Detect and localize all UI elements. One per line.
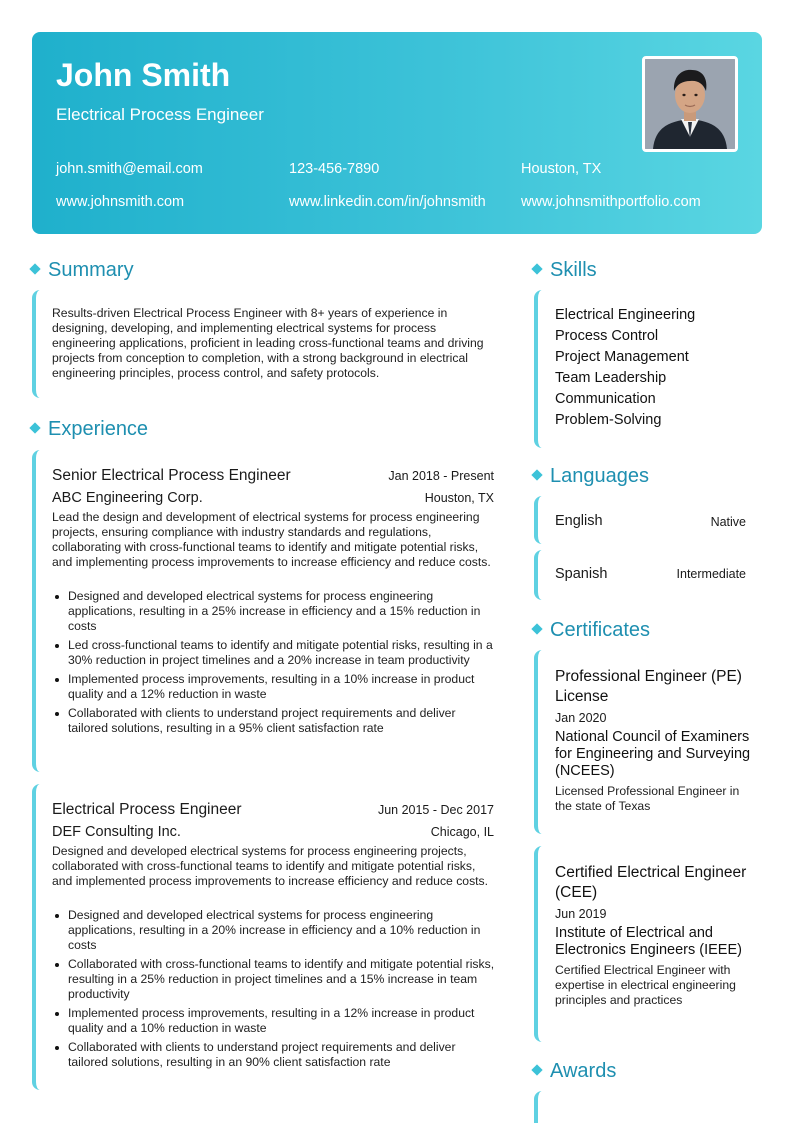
certificate-date: Jun 2019: [555, 907, 607, 921]
job-dates: Jan 2018 - Present: [388, 469, 494, 483]
job-location: Chicago, IL: [430, 825, 494, 839]
job-achievements: [52, 589, 496, 740]
achievement-item: Collaborated with clients to understand project requirements and deliver tailored solutions, resulting in a 95% client satisfaction rate: [52, 706, 496, 736]
achievement-item: Designed and developed electrical systems for process engineering applications, resulting in a 20% increase in efficiency and a 10% reduction in costs: [52, 908, 496, 953]
achievement-item: Collaborated with cross-functional teams to identify and mitigate potential risks, resulting in a 25% reduction in project timelines and a 15% increase in team productivity: [52, 957, 496, 1002]
certificate-name: Professional Engineer (PE) License: [555, 668, 742, 705]
certificate-issuer: National Council of Examiners for Engineering and Surveying (NCEES): [555, 729, 751, 779]
language-level: Native: [710, 515, 746, 529]
certificate-issuer: Institute of Electrical and Electronics Engineers (IEEE): [555, 925, 742, 958]
website-link[interactable]: www.johnsmith.com: [56, 194, 185, 210]
language-level: Intermediate: [676, 567, 746, 581]
skills-heading: Skills: [533, 258, 597, 282]
job-location: Houston, TX: [424, 491, 494, 505]
job-description: Lead the design and development of electrical systems for process engineering projects, ensuring compliance with industry standards and regulations, collaborating with cross-functional teams to identify and mitigate potential risks, and implementing process improvements to increase efficiency and reduce costs.: [52, 510, 491, 569]
skill-item: Electrical Engineering: [555, 307, 696, 323]
summary-heading: Summary: [31, 258, 134, 282]
diamond-icon: [29, 422, 40, 433]
profile-photo: [642, 56, 738, 152]
awards-heading: Awards: [533, 1059, 616, 1083]
candidate-name: John Smith: [56, 57, 231, 93]
resume-header: [32, 32, 762, 234]
candidate-title: Electrical Process Engineer: [56, 105, 264, 124]
linkedin-link[interactable]: www.linkedin.com/in/johnsmith: [289, 194, 486, 210]
email-link[interactable]: john.smith@email.com: [56, 161, 203, 177]
job-achievements: [52, 908, 496, 1074]
skills-list: [555, 305, 695, 431]
skill-item: Process Control: [555, 328, 659, 344]
diamond-icon: [531, 623, 542, 634]
location: Houston, TX: [521, 161, 602, 177]
job-title: Electrical Process Engineer: [52, 801, 242, 818]
experience-heading: Experience: [31, 417, 148, 441]
skill-item: Project Management: [555, 349, 689, 365]
skill-item: Team Leadership: [555, 370, 667, 386]
certificates-heading: Certificates: [533, 618, 650, 642]
job-title: Senior Electrical Process Engineer: [52, 467, 291, 484]
achievement-item: Implemented process improvements, resulting in a 12% increase in product quality and a 10% reduction in waste: [52, 1006, 496, 1036]
skill-item: Problem-Solving: [555, 412, 662, 428]
job-dates: Jun 2015 - Dec 2017: [377, 803, 494, 817]
certificate-description: Licensed Professional Engineer in the state of Texas: [555, 784, 740, 813]
certificate-name: Certified Electrical Engineer (CEE): [555, 864, 747, 901]
certificate-description: Certified Electrical Engineer with expertise in electrical engineering principles and practices: [555, 963, 736, 1007]
language-name: English: [555, 513, 603, 529]
awards-block: [534, 1091, 762, 1123]
certificate-date: Jan 2020: [555, 711, 607, 725]
person-portrait-icon: [645, 59, 735, 149]
diamond-icon: [29, 263, 40, 274]
summary-text: Results-driven Electrical Process Engineer with 8+ years of experience in designing, developing, and implementing electrical systems for process engineering applications, proficient in leading cross-functional teams and driving projects from conception to completion, with a strong background in electrical engineering principles, process control, and safety protocols.: [52, 306, 484, 380]
languages-heading: Languages: [533, 464, 649, 488]
achievement-item: Designed and developed electrical systems for process engineering applications, resulting in a 25% increase in efficiency and a 15% reduction in costs: [52, 589, 496, 634]
phone-number: 123-456-7890: [289, 161, 380, 177]
diamond-icon: [531, 469, 542, 480]
portfolio-link[interactable]: www.johnsmithportfolio.com: [521, 194, 701, 210]
skill-item: Communication: [555, 391, 656, 407]
achievement-item: Implemented process improvements, resulting in a 10% increase in product quality and a 12% reduction in waste: [52, 672, 496, 702]
job-company: ABC Engineering Corp.: [52, 490, 203, 506]
language-name: Spanish: [555, 566, 608, 582]
job-company: DEF Consulting Inc.: [52, 824, 181, 840]
job-description: Designed and developed electrical systems for process engineering projects, collaborated with cross-functional teams to identify and mitigate potential risks, and implemented process improvements to increase efficiency and reduce costs.: [52, 844, 489, 888]
achievement-item: Collaborated with clients to understand project requirements and deliver tailored solutions, resulting in an 90% client satisfaction rate: [52, 1040, 496, 1070]
diamond-icon: [531, 263, 542, 274]
diamond-icon: [531, 1064, 542, 1075]
achievement-item: Led cross-functional teams to identify and mitigate potential risks, resulting in a 30% reduction in project timelines and a 20% increase in team productivity: [52, 638, 496, 668]
